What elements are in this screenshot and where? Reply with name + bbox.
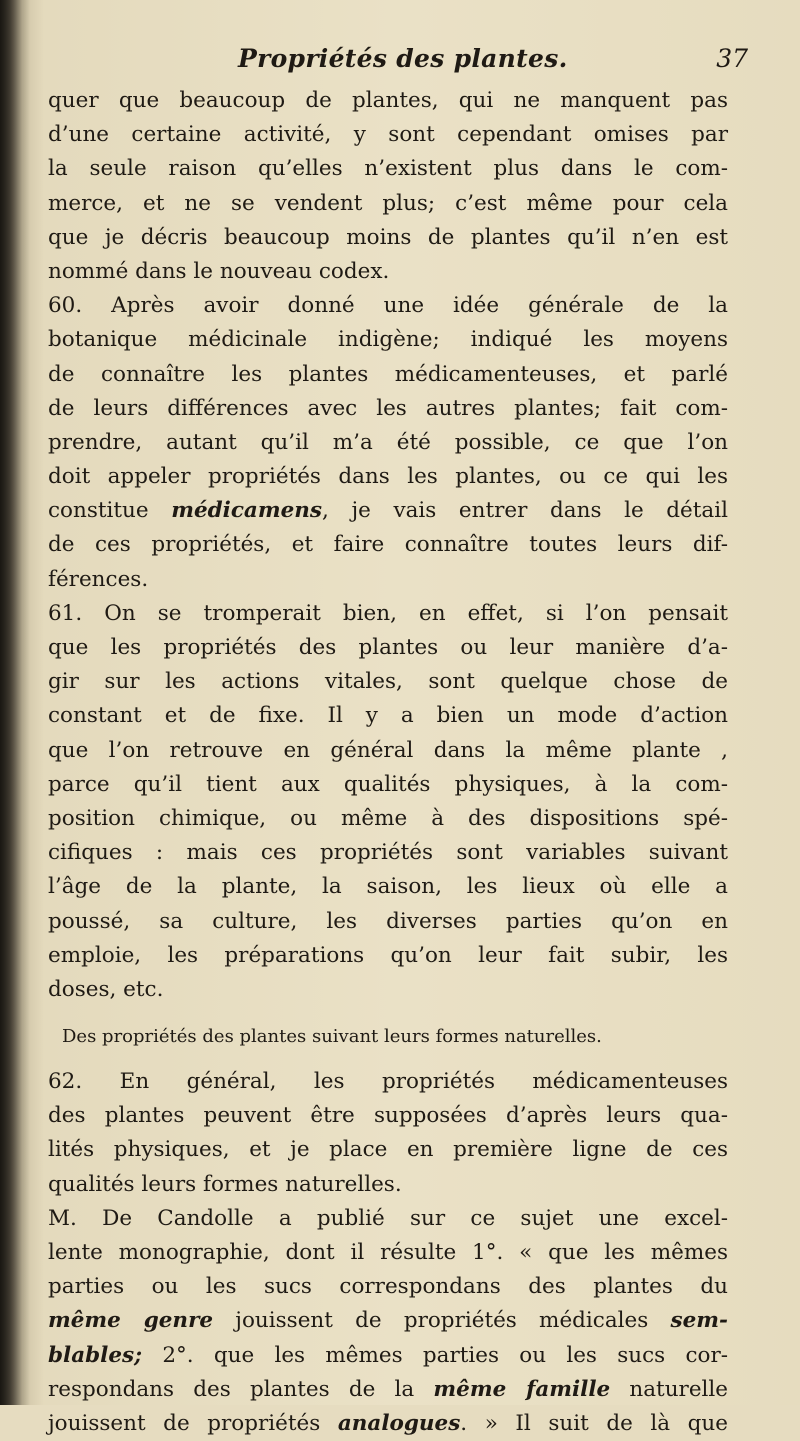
text-fragment: naturelle bbox=[610, 1376, 729, 1402]
text-line: que l’on retrouve en général dans la même plante , bbox=[48, 737, 728, 763]
text-line: parties ou les sucs correspondans des plantes du bbox=[48, 1274, 728, 1300]
paragraph-60-start: 60. Après avoir donné une idée générale de la bbox=[48, 293, 728, 319]
text-line: lente monographie, dont il résulte 1°. « que les mêmes bbox=[48, 1240, 728, 1265]
italic-term: analogues bbox=[337, 1410, 461, 1436]
text-fragment: 2°. que les mêmes parties ou les sucs cor- bbox=[142, 1342, 728, 1368]
text-fragment: . » Il suit de là que bbox=[460, 1410, 728, 1436]
text-line bbox=[48, 1407, 728, 1441]
text-line: cifiques : mais ces propriétés sont variables suivant bbox=[48, 840, 728, 866]
text-line: férences. bbox=[48, 566, 149, 592]
text-fragment: constitue bbox=[48, 498, 172, 524]
text-fragment: jouissent de propriétés médicales bbox=[213, 1308, 671, 1334]
text-fragment: jouissent de propriétés bbox=[48, 1410, 338, 1436]
text-line: que les propriétés des plantes ou leur manière d’a- bbox=[48, 635, 728, 660]
text-line: d’une certaine activité, y sont cependant omises par bbox=[48, 122, 728, 148]
text-line: quer que beaucoup de plantes, qui ne manquent pas bbox=[48, 88, 728, 113]
text-fragment: , je vais entrer dans le détail bbox=[322, 498, 728, 524]
page-header bbox=[48, 44, 748, 84]
section-heading: Des propriétés des plantes suivant leurs formes naturelles. bbox=[62, 1026, 602, 1048]
text-line: constant et de fixe. Il y a bien un mode d’action bbox=[48, 703, 728, 729]
text-line bbox=[48, 1304, 728, 1338]
binding-shadow bbox=[0, 0, 30, 1405]
text-line: qualités leurs formes naturelles. bbox=[48, 1171, 402, 1197]
text-line: prendre, autant qu’il m’a été possible, ce que l’on bbox=[48, 429, 728, 455]
text-line bbox=[48, 494, 728, 528]
paragraph-61-start: 61. On se tromperait bien, en effet, si l’on pensait bbox=[48, 600, 728, 626]
text-line: emploie, les préparations qu’on leur fait subir, les bbox=[48, 942, 728, 968]
italic-term: même famille bbox=[433, 1376, 611, 1402]
text-line: l’âge de la plante, la saison, les lieux où elle a bbox=[48, 874, 728, 900]
text-line: M. De Candolle a publié sur ce sujet une excel- bbox=[48, 1205, 728, 1231]
page-number: 37 bbox=[716, 44, 748, 73]
italic-term: médicamens bbox=[171, 498, 323, 524]
text-line: gir sur les actions vitales, sont quelque chose de bbox=[48, 669, 728, 695]
text-line: nommé dans le nouveau codex. bbox=[48, 258, 390, 284]
text-fragment: respondans des plantes de la bbox=[48, 1376, 434, 1402]
text-line: la seule raison qu’elles n’existent plus dans le com- bbox=[48, 156, 728, 182]
text-line: parce qu’il tient aux qualités physiques, à la com- bbox=[48, 771, 728, 797]
paragraph-62-start: 62. En général, les propriétés médicamenteuses bbox=[48, 1069, 728, 1095]
text-line: position chimique, ou même à des dispositions spé- bbox=[48, 805, 728, 831]
text-line: des plantes peuvent être supposées d’après leurs qua- bbox=[48, 1103, 728, 1129]
italic-term: sem- bbox=[670, 1308, 728, 1334]
text-line: de connaître les plantes médicamenteuses, et parlé bbox=[48, 361, 728, 387]
body-text bbox=[48, 84, 728, 1441]
text-line bbox=[48, 1373, 728, 1407]
text-line bbox=[48, 1339, 728, 1373]
text-line: botanique médicinale indigène; indiqué les moyens bbox=[48, 327, 728, 353]
text-line: doses, etc. bbox=[48, 976, 164, 1002]
text-line: poussé, sa culture, les diverses parties qu’on en bbox=[48, 908, 728, 934]
text-line: de leurs différences avec les autres plantes; fait com- bbox=[48, 395, 728, 421]
text-line: de ces propriétés, et faire connaître toutes leurs dif- bbox=[48, 532, 728, 558]
text-line: que je décris beaucoup moins de plantes qu’il n’en est bbox=[48, 224, 728, 250]
text-line: doit appeler propriétés dans les plantes, ou ce qui les bbox=[48, 464, 728, 490]
text-line: lités physiques, et je place en première ligne de ces bbox=[48, 1137, 728, 1163]
italic-term: même genre bbox=[48, 1308, 214, 1334]
running-head: Propriétés des plantes. bbox=[238, 44, 568, 73]
italic-term: blables; bbox=[48, 1342, 143, 1368]
text-line: merce, et ne se vendent plus; c’est même pour cela bbox=[48, 190, 728, 216]
